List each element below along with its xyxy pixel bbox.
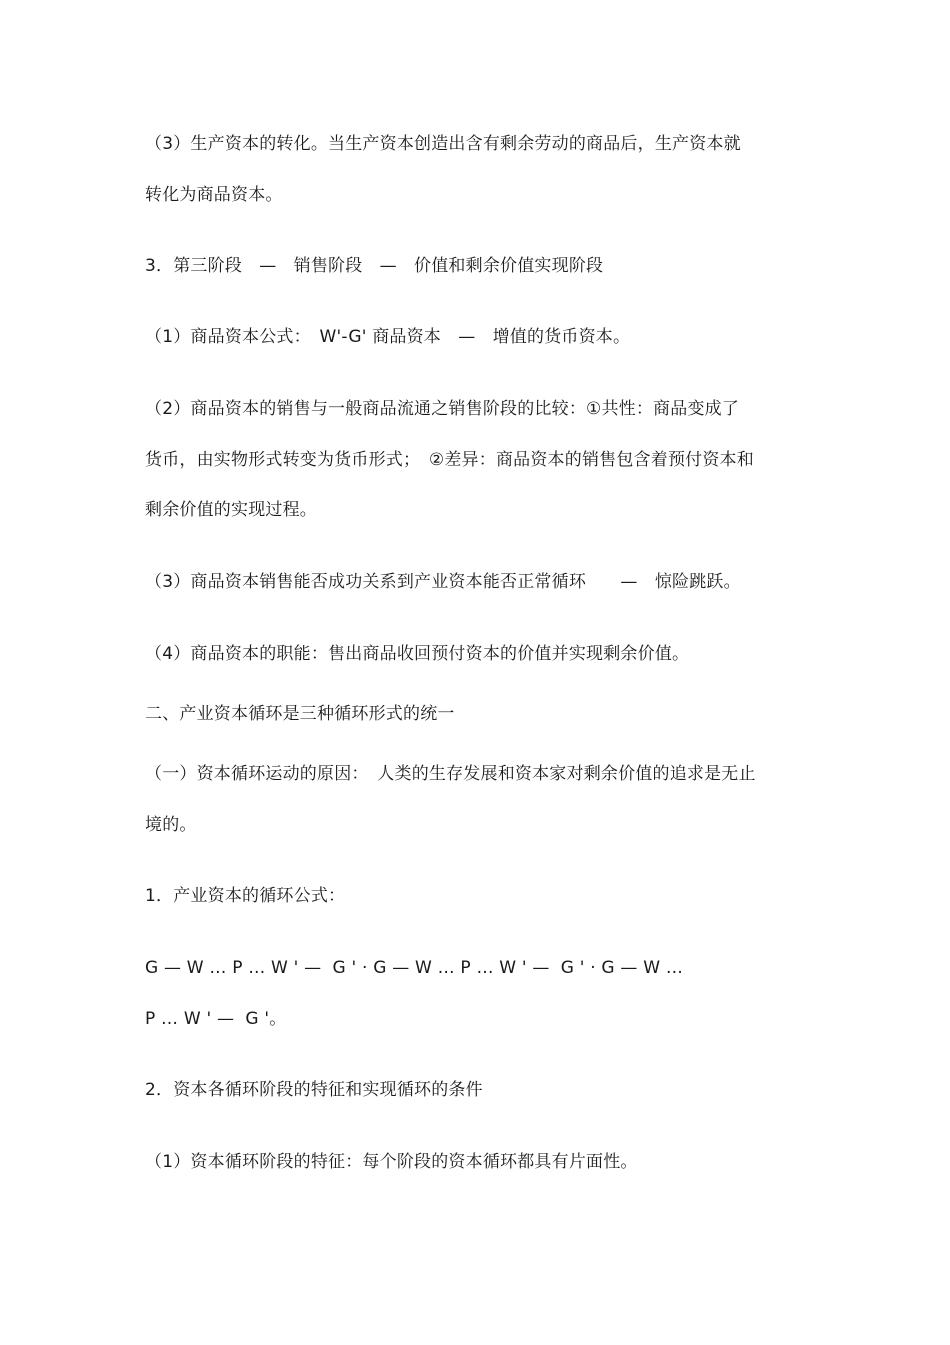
- section-heading-conditions: 2．资本各循环阶段的特征和实现循环的条件: [145, 1080, 483, 1100]
- paragraph-line-5: （2）商品资本的销售与一般商品流通之销售阶段的比较：①共性：商品变成了: [145, 399, 740, 419]
- paragraph-line-1: （3）生产资本的转化。当生产资本创造出含有剩余劳动的商品后，生产资本就: [145, 134, 741, 154]
- paragraph-line-7: 剩余价值的实现过程。: [145, 500, 317, 520]
- section-heading-part-2: 二、产业资本循环是三种循环形式的统一: [145, 704, 455, 724]
- formula-line-1: G — W … P … W ' — G ' · G — W … P … W ' — G ' · G — W …: [145, 958, 684, 978]
- paragraph-line-8: （3）商品资本销售能否成功关系到产业资本能否正常循环 — 惊险跳跃。: [145, 572, 741, 592]
- paragraph-line-2: 转化为商品资本。: [145, 185, 283, 205]
- paragraph-line-11: （一）资本循环运动的原因： 人类的生存发展和资本家对剩余价值的追求是无止: [145, 764, 756, 784]
- paragraph-line-17: （1）资本循环阶段的特征：每个阶段的资本循环都具有片面性。: [145, 1152, 638, 1172]
- paragraph-line-12: 境的。: [145, 815, 197, 835]
- paragraph-line-4: （1）商品资本公式： W'-G' 商品资本 — 增值的货币资本。: [145, 327, 631, 347]
- section-heading-formula: 1．产业资本的循环公式：: [145, 886, 346, 906]
- section-heading-stage-3: 3．第三阶段 — 销售阶段 — 价值和剩余价值实现阶段: [145, 256, 604, 276]
- formula-line-2: P … W ' — G '。: [145, 1009, 287, 1029]
- paragraph-line-6: 货币，由实物形式转变为货币形式； ②差异：商品资本的销售包含着预付资本和: [145, 450, 754, 470]
- paragraph-line-9: （4）商品资本的职能：售出商品收回预付资本的价值并实现剩余价值。: [145, 644, 690, 664]
